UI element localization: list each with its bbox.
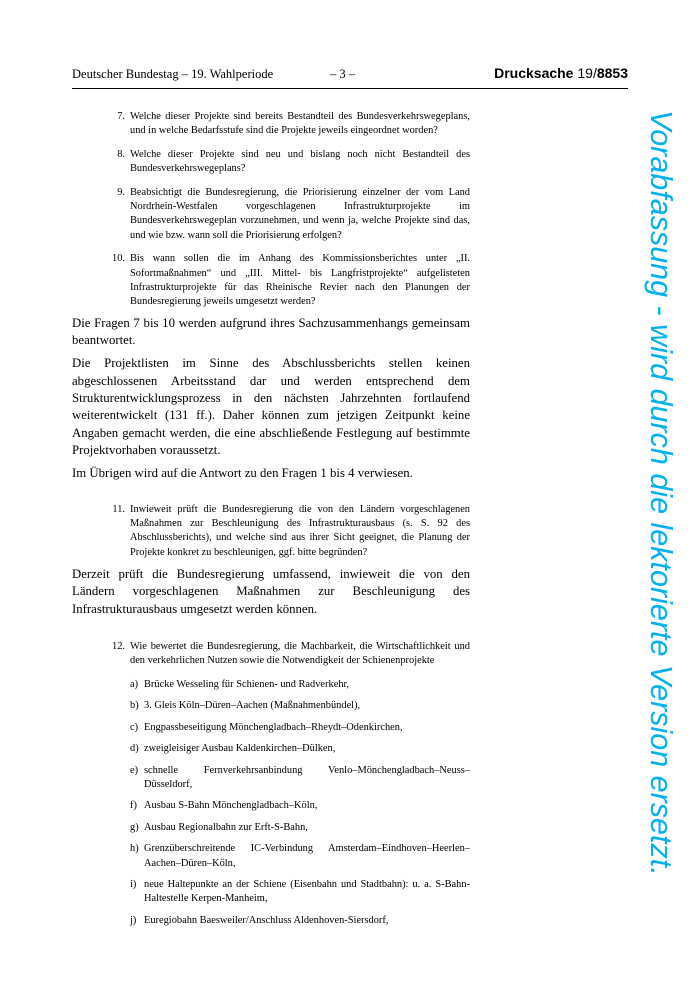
sub-item-letter: a): [130, 678, 139, 690]
sub-item-letter: d): [130, 743, 139, 755]
sub-item-text: Euregiobahn Baesweiler/Anschluss Aldenhoven-Siersdorf,: [144, 914, 389, 926]
question-text: Bis wann sollen die im Anhang des Kommissionsberichtes unter „II. Sofortmaßnahmen“ und „III. Mittel- bis Langfristprojekte“ aufgelisteten Infrastrukturprojekte für das Rheinische Revier nach den Planungen der Bundesregierung jeweils umgesetzt werden?: [130, 253, 470, 308]
side-note-text: Vorabfassung - wird durch die lektorierte Version ersetzt.: [644, 110, 678, 876]
sub-item-e: [72, 764, 470, 793]
question-text: Wie bewertet die Bundesregierung, die Machbarkeit, die Wirtschaftlichkeit und den verkehrlichen Nutzen sowie die Notwendigkeit der Schienenprojekte: [130, 641, 470, 667]
question-7: [72, 110, 470, 139]
sub-item-text: zweigleisiger Ausbau Kaldenkirchen–Dülken,: [144, 743, 336, 755]
page-number: – 3 –: [330, 67, 355, 81]
sub-item-text: schnelle Fernverkehrsanbindung Venlo–Mönchengladbach–Neuss–Düsseldorf,: [144, 764, 470, 790]
document-label: Drucksache: [494, 65, 574, 81]
header-title: Deutscher Bundestag – 19. Wahlperiode: [72, 67, 274, 81]
sub-item-a: [72, 678, 470, 692]
sub-item-text: Brücke Wesseling für Schienen- und Radverkehr,: [144, 678, 350, 690]
sub-item-g: [72, 821, 470, 835]
question-11: [72, 503, 470, 561]
sub-item-d: [72, 742, 470, 756]
sub-item-text: Engpassbeseitigung Mönchengladbach–Rheydt–Odenkirchen,: [144, 721, 403, 733]
question-number: 10.: [112, 253, 125, 265]
sub-item-letter: c): [130, 721, 139, 733]
sub-item-letter: i): [130, 878, 137, 890]
sub-item-text: Grenzüberschreitende IC-Verbindung Amsterdam–Eindhoven–Heerlen–Aachen–Düren–Köln,: [144, 843, 470, 869]
question-number: 7.: [117, 111, 125, 122]
document-number: [494, 65, 628, 81]
question-text: Beabsichtigt die Bundesregierung, die Priorisierung einzelner der vom Land Nordrhein-Westfalen vorgeschlagenen Infrastrukturprojekte im Bundesverkehrswegeplan vorzunehmen, und wenn ja, welche Projekte sind das, und wie bzw. wann soll die Priorisierung erfolgen?: [130, 186, 470, 241]
question-text: Inwieweit prüft die Bundesregierung die von den Ländern vorgeschlagenen Maßnahmen zur Beschleunigung des Infrastrukturausbaus (s. S. 92 des Abschlussberichts), und welche sind aus ihrer Sicht geeignet, die Planung der Projekte konkret zu beschleunigen, ggf. bitte begründen?: [130, 503, 470, 558]
sub-item-i: [72, 878, 470, 907]
sub-item-h: [72, 842, 470, 871]
sub-item-letter: h): [130, 843, 139, 855]
answer-paragraph: Derzeit prüft die Bundesregierung umfassend, inwieweit die von den Ländern vorgeschlagenen Maßnahmen zur Beschleunigung des Infrastrukturausbaus umgesetzt werden können.: [72, 567, 470, 616]
side-watermark: [642, 110, 678, 910]
question-10: [72, 252, 470, 310]
page-body: [72, 110, 470, 935]
page-header: [72, 66, 628, 89]
document-number-suffix: 8853: [596, 65, 628, 81]
sub-item-b: [72, 699, 470, 713]
question-number: 12.: [112, 641, 125, 653]
sub-item-j: [72, 914, 470, 928]
sub-item-c: [72, 721, 470, 735]
question-number: 8.: [117, 148, 125, 160]
sub-item-text: 3. Gleis Köln–Düren–Aachen (Maßnahmenbündel),: [144, 700, 361, 712]
question-number: 11.: [112, 503, 125, 515]
answer-paragraph: Die Projektlisten im Sinne des Abschlussberichts stellen keinen abgeschlossenen Arbeitsstand dar und werden entsprechend dem Strukturentwicklungsprozess in den nächsten Jahrzehnten fortlaufend weiterentwickelt (131 ff.). Daher können zum jetzigen Zeitpunkt keine Angaben gemacht werden, die eine abschließende Festlegung auf bestimmte Projektvorhaben voraussetzt.: [72, 356, 470, 457]
sub-item-letter: g): [130, 821, 139, 833]
document-number-prefix: 19/: [573, 65, 597, 81]
sub-item-letter: f): [130, 800, 137, 812]
sub-item-text: Ausbau S-Bahn Mönchengladbach–Köln,: [144, 800, 318, 812]
question-12: [72, 640, 470, 669]
sub-item-letter: j): [130, 914, 137, 926]
question-number: 9.: [117, 186, 125, 198]
question-text: Welche dieser Projekte sind neu und bislang noch nicht Bestandteil des Bundesverkehrswegeplans?: [130, 148, 470, 175]
sub-item-letter: b): [130, 700, 139, 712]
sub-item-f: [72, 799, 470, 813]
answer-paragraph: Im Übrigen wird auf die Antwort zu den Fragen 1 bis 4 verwiesen.: [72, 466, 413, 481]
sub-item-text: neue Haltepunkte an der Schiene (Eisenbahn und Stadtbahn): u. a. S-Bahn-Haltestelle Kerpen-Manheim,: [144, 878, 470, 905]
question-8: [72, 148, 470, 177]
answer-paragraph: Die Fragen 7 bis 10 werden aufgrund ihres Sachzusammenhangs gemeinsam beantwortet.: [72, 315, 470, 348]
sub-item-letter: e): [130, 764, 139, 776]
question-9: [72, 186, 470, 244]
sub-item-text: Ausbau Regionalbahn zur Erft-S-Bahn,: [144, 821, 308, 833]
question-text: Welche dieser Projekte sind bereits Bestandteil des Bundesverkehrswegeplans, und in welche Bedarfsstufe sind die Projekte jeweils eingeordnet worden?: [130, 111, 470, 137]
